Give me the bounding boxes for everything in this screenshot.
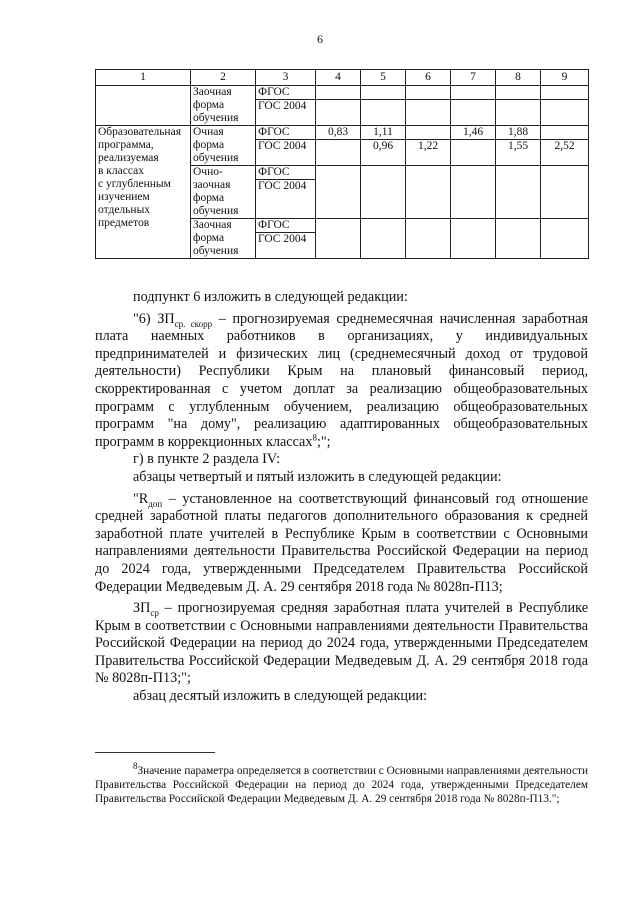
program-cell-empty bbox=[96, 86, 191, 126]
form-cell: Очно- заочная форма обучения bbox=[191, 166, 256, 219]
paragraph: г) в пункте 2 раздела IV: bbox=[133, 451, 281, 468]
standard-cell: ФГОС bbox=[256, 86, 316, 100]
standard-cell: ГОС 2004 bbox=[256, 180, 316, 219]
value-cell: 1,55 bbox=[496, 140, 541, 166]
form-cell: Очная форма обучения bbox=[191, 126, 256, 166]
body-text bbox=[95, 289, 588, 706]
footnote-text: Значение параметра определяется в соответствии с Основными направлениями деятельности Правительства Российской Федерации на период до 2024 года, утвержденными Председателем Правительства Российской Федерации Медведевым Д. А. 29 сентября 2018 года № 8028п-П13."; bbox=[95, 765, 588, 805]
standard-cell: ФГОС bbox=[256, 166, 316, 180]
value-cell bbox=[406, 126, 451, 140]
footnote bbox=[95, 761, 588, 806]
paragraph: абзацы четвертый и пятый изложить в следующей редакции: bbox=[133, 468, 502, 485]
table-row bbox=[96, 126, 589, 140]
value-cell: 0,83 bbox=[316, 126, 361, 140]
standard-cell: ГОС 2004 bbox=[256, 140, 316, 166]
standard-cell: ФГОС bbox=[256, 126, 316, 140]
program-cell: Образовательная программа, реализуемая в классах с углубленным изучением отдельных предметов bbox=[96, 126, 191, 259]
column-header: 2 bbox=[191, 70, 256, 86]
paragraph: подпункт 6 изложить в следующей редакции: bbox=[133, 289, 408, 305]
paragraph: "$R_{доп}$ – установленное на соответствующий финансовый год отношение средней заработной платы педагогов дополнительного образования к средней заработной плате учителей в Республике Крым в соответствии с Основными направлениями деятельности Правительства Российской Федерации на период до 2024 года, утвержденными Председателем Правительства Российской Федерации Медведевым Д. А. 29 сентября 2018 года № 8028п-П13; bbox=[95, 490, 588, 595]
standard-cell: ГОС 2004 bbox=[256, 233, 316, 259]
page-number: 6 bbox=[317, 32, 323, 46]
value-cell: 1,11 bbox=[361, 126, 406, 140]
footnote-divider bbox=[95, 752, 215, 753]
column-header: 3 bbox=[256, 70, 316, 86]
table-header-row bbox=[96, 70, 589, 86]
value-cell bbox=[316, 140, 361, 166]
paragraph: $ЗП_{ср}$ – прогнозируемая средняя заработная плата учителей в Республике Крым в соответствии с Основными направлениями деятельности Правительства Российской Федерации на период до 2024 года, утвержденными Председателем Правительства Российской Федерации Медведевым Д. А. 29 сентября 2018 года № 8028п-П13;"; bbox=[95, 600, 588, 687]
paragraph: "6) $ЗП_{ср. скорр}$ – прогнозируемая среднемесячная начисленная заработная плата наемных работников в организациях, у индивидуальных предпринимателей и физических лиц (среднемесячный доход от трудовой деятельности) Республики Крым на плановый финансовый период, скорректированная с учетом доплат за реализацию общеобразовательных программ с углубленным обучением, реализацию общеобразовательных программ "на дому", реализацию адаптированных общеобразовательных программ в коррекционных классах$^8$;"; bbox=[95, 310, 589, 450]
value-cell: 0,96 bbox=[361, 140, 406, 166]
value-cell: 1,88 bbox=[496, 126, 541, 140]
paragraph: абзац десятый изложить в следующей редакции: bbox=[133, 688, 428, 705]
column-header: 5 bbox=[361, 70, 406, 86]
column-header: 7 bbox=[451, 70, 496, 86]
coefficients-table bbox=[95, 69, 589, 259]
table-row bbox=[96, 86, 589, 100]
footnote-mark: 8 bbox=[133, 761, 138, 772]
value-cell: 2,52 bbox=[541, 140, 589, 166]
value-cell: 1,46 bbox=[451, 126, 496, 140]
column-header: 1 bbox=[96, 70, 191, 86]
value-cell: 1,22 bbox=[406, 140, 451, 166]
column-header: 6 bbox=[406, 70, 451, 86]
column-header: 4 bbox=[316, 70, 361, 86]
form-cell: Заочная форма обучения bbox=[191, 86, 256, 126]
standard-cell: ГОС 2004 bbox=[256, 100, 316, 126]
value-cell bbox=[541, 126, 589, 140]
value-cell bbox=[451, 140, 496, 166]
standard-cell: ФГОС bbox=[256, 219, 316, 233]
column-header: 9 bbox=[541, 70, 589, 86]
column-header: 8 bbox=[496, 70, 541, 86]
form-cell: Заочная форма обучения bbox=[191, 219, 256, 259]
